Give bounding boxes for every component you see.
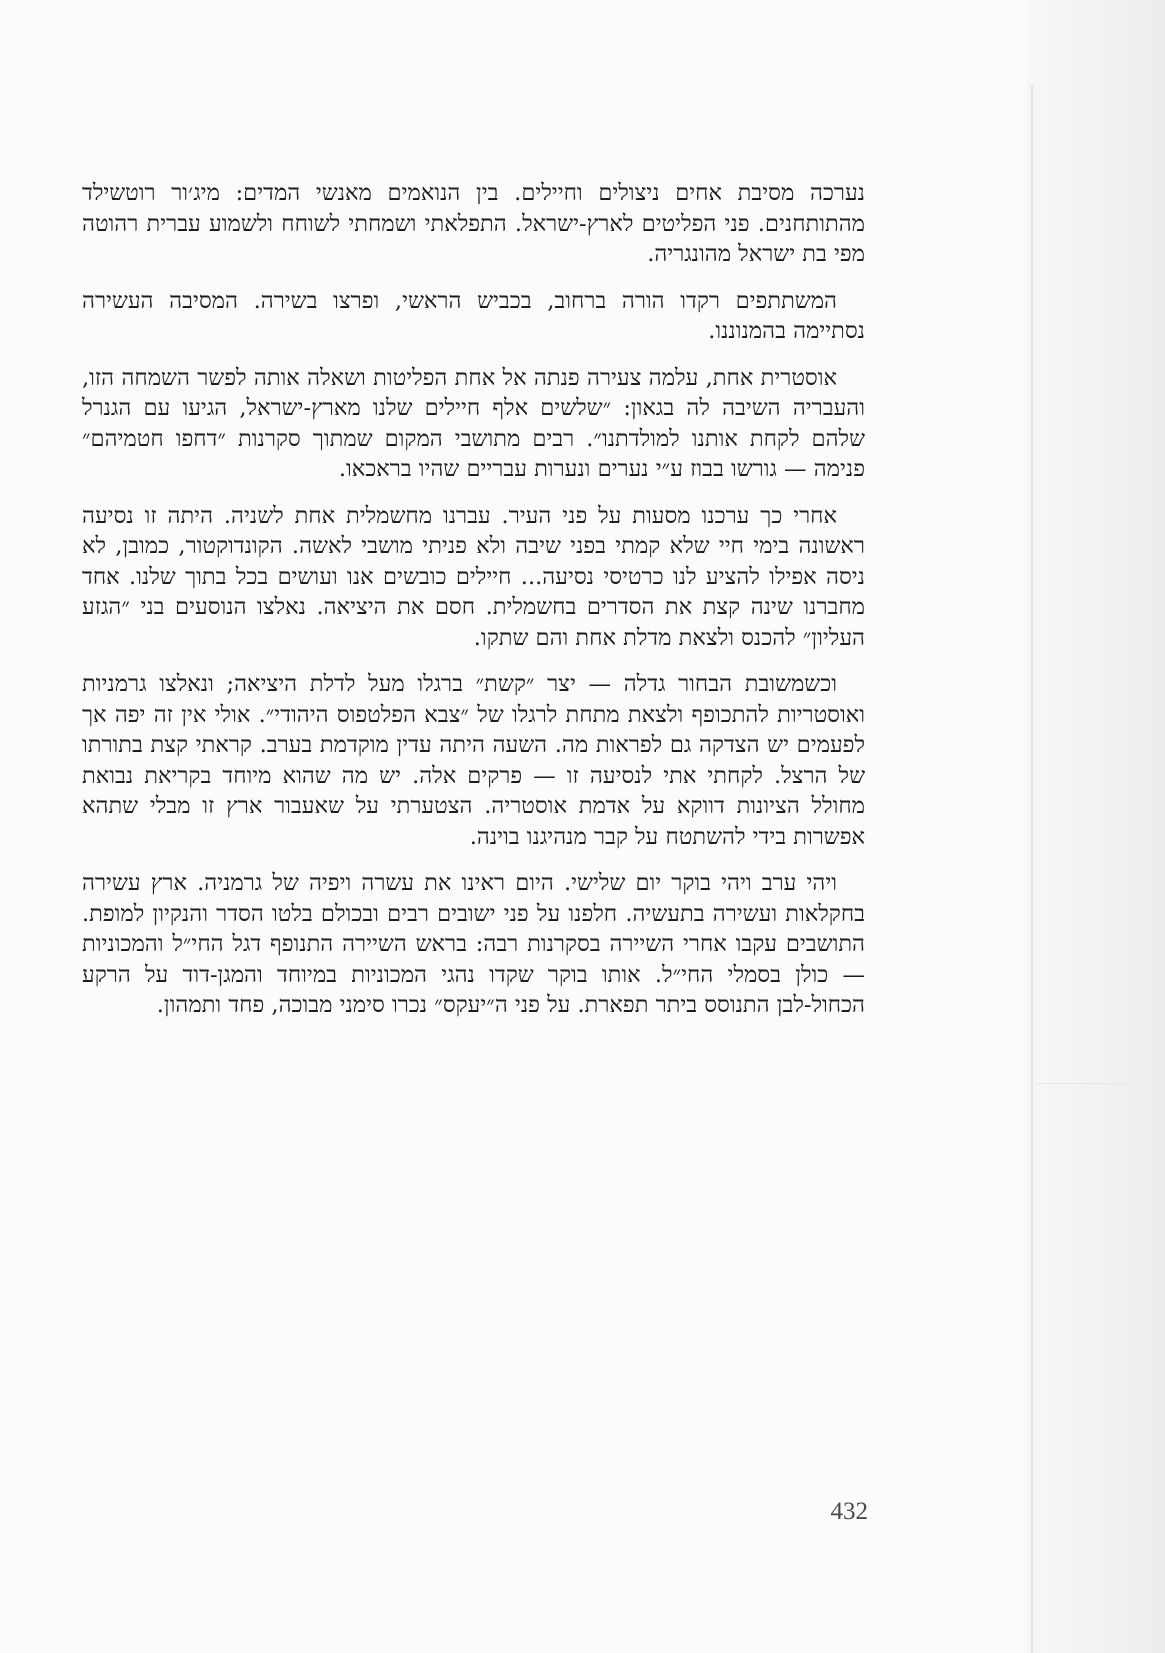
paragraph-4: אחרי כך ערכנו מסעות על פני העיר. עברנו מחשמלית אחת לשניה. היתה זו נסיעה ראשונה בימי חיי שלא קמתי בפני שיבה ולא פניתי מושבי לאשה. הקונדוקטור, כמובן, לא ניסה אפילו להציע לנו כרטיסי נסיעה... חיילים כובשים אנו ועושים בכל בתוך שלנו. אחד מחברנו שינה קצת את הסדרים בחשמלית. חסם את היציאה. נאלצו הנוסעים בני ״הגזע העליון״ להכנס ולצאת מדלת אחת והם שתקו. [82,502,865,651]
binding-shadow [1027,0,1165,1653]
binding-edge-line [1031,85,1033,1653]
paragraph-5: וכשמשובת הבחור גדלה — יצר ״קשת״ ברגלו מעל לדלת היציאה; ונאלצו גרמניות ואוסטריות להתכופף ולצאת מתחת לרגלו של ״צבא הפלטפוס היהודי״. אולי אין זה יפה אך לפעמים יש הצדקה גם לפראות מה. השעה היתה עדין מוקדמת בערב. קראתי קצת בתורתו של הרצל. לקחתי אתי לנסיעה זו — פרקים אלה. יש מה שהוא מיוחד בקריאת נבואת מחולל הציונות דווקא על אדמת אוסטריה. הצטערתי על שאעבור ארץ זו מבלי שתהא אפשרות בידי להשתטח על קבר מנהיגנו בוינה. [82,671,865,850]
body-text [82,178,865,1037]
binding-mark [1036,1083,1128,1084]
paragraph-2: המשתתפים רקדו הורה ברחוב, בכביש הראשי, ופרצו בשירה. המסיבה העשירה נסתיימה בהמנוננו. [82,287,865,344]
page-number: 432 [830,1498,868,1525]
paragraph-1: נערכה מסיבת אחים ניצולים וחיילים. בין הנואמים מאנשי המדים: מיג׳ור רוטשילד מהתותחנים. פני הפליטים לארץ-ישראל. התפלאתי ושמחתי לשוחח ולשמוע עברית רהוטה מפי בת ישראל מהונגריה. [82,180,865,267]
paragraph-6: ויהי ערב ויהי בוקר יום שלישי. היום ראינו את עשרה ויפיה של גרמניה. ארץ עשירה בחקלאות ועשירה בתעשיה. חלפנו על פני ישובים רבים ובכולם בלטו הסדר והנקיון למופת. התושבים עקבו אחרי השיירה בסקרנות רבה: בראש השיירה התנופף דגל החי״ל והמכוניות — כולן בסמלי החי״ל. אותו בוקר שקדו נהגי המכוניות במיוחד והמגן-דוד על הרקע הכחול-לבן התנוסס ביתר תפארת. על פני ה״יעקס״ נכרו סימני מבוכה, פחד ותמהון. [82,870,865,1018]
paragraph-3: אוסטרית אחת, עלמה צעירה פנתה אל אחת הפליטות ושאלה אותה לפשר השמחה הזו, והעבריה השיבה לה בגאון: ״שלשים אלף חיילים שלנו מארץ-ישראל, הגיעו עם הגנרל שלהם לקחת אותנו למולדתנו״. רבים מתושבי המקום שמתוך סקרנות ״דחפו חטמיהם״ פנימה — גורשו בבוז ע״י נערים ונערות עבריים שהיו בראכאו. [82,364,865,482]
